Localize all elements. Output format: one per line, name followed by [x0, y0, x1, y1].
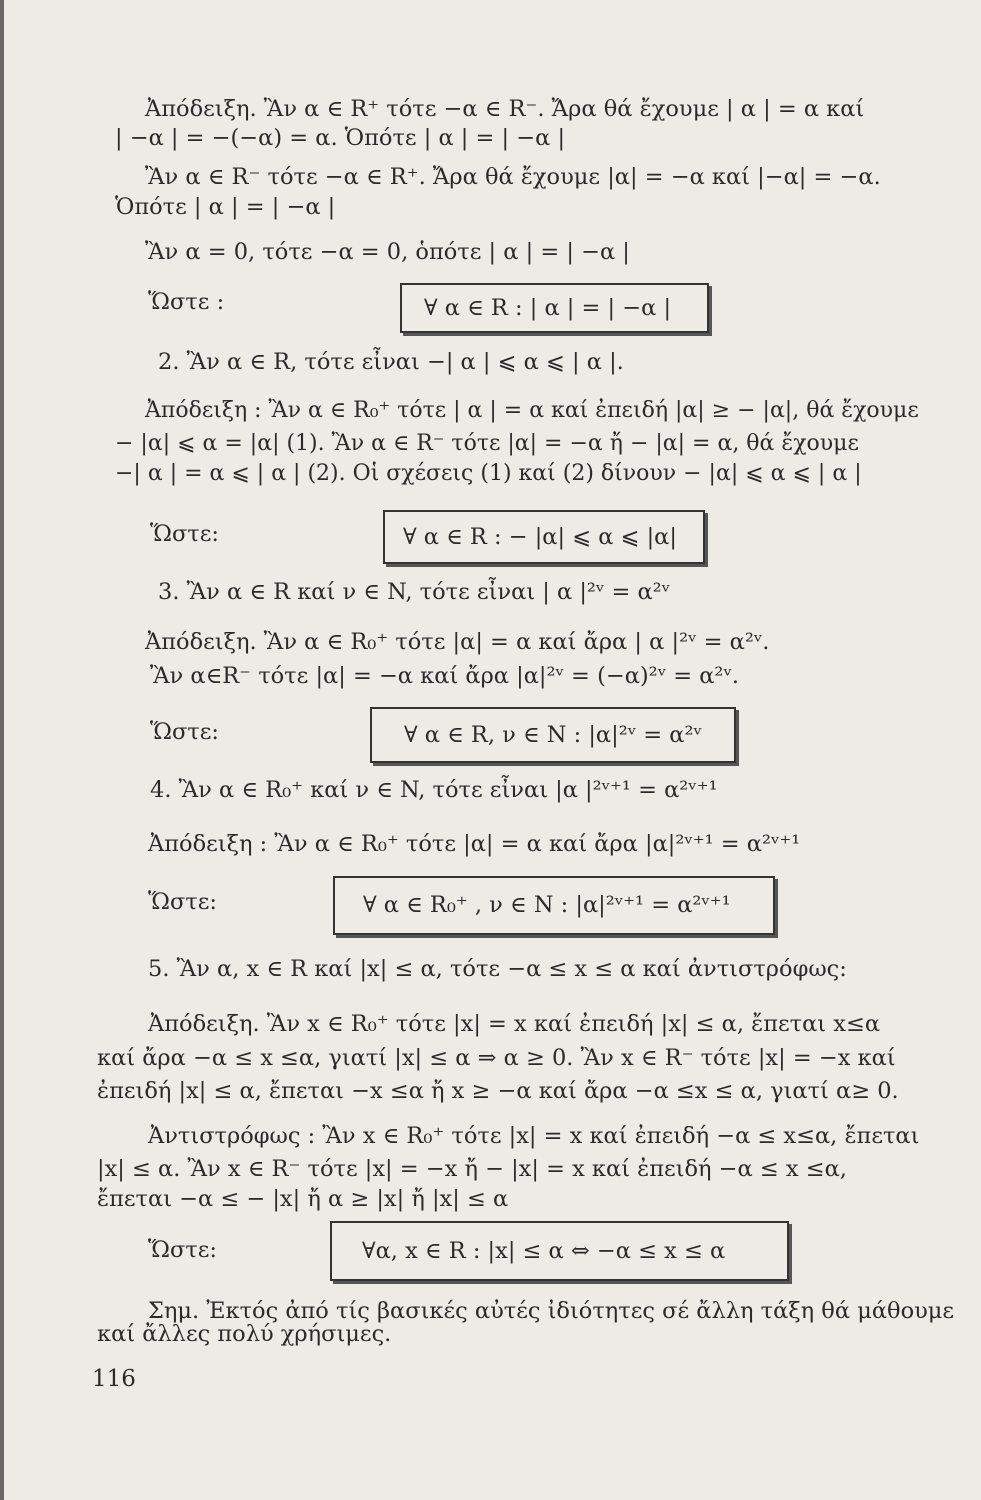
result-box-3 — [370, 707, 736, 763]
therefore-3: Ὥστε: — [150, 719, 219, 745]
result-box-4 — [333, 876, 775, 935]
proof-5-line-2: καί ἄρα −α ≤ x ≤α, γιατί |x| ≤ α ⇒ α ≥ 0. Ἂν x ∈ R⁻ τότε |x| = −x καί — [97, 1045, 896, 1071]
proof-2-line-1: Ἀπόδειξη : Ἂν α ∈ R₀⁺ τότε | α | = α καί ἐπειδή |α| ≥ − |α|, θά ἔχουμε — [145, 398, 919, 423]
scan-left-edge — [0, 0, 4, 1500]
property-3-heading: 3. Ἂν α ∈ R καί ν ∈ N, τότε εἶναι | α |²ᵛ = α²ᵛ — [158, 579, 671, 605]
result-box-3-text: ∀ α ∈ R, ν ∈ N : |α|²ᵛ = α²ᵛ — [404, 722, 702, 748]
note-line-2: καί ἄλλες πολύ χρήσιμες. — [97, 1321, 392, 1347]
proof-5-line-1: Ἀπόδειξη. Ἂν x ∈ R₀⁺ τότε |x| = x καί ἐπειδή |x| ≤ α, ἔπεται x≤α — [148, 1011, 881, 1037]
proof-1-line-4: Ὁπότε | α | = | −α | — [115, 194, 336, 220]
converse-line-1: Ἀντιστρόφως : Ἂν x ∈ R₀⁺ τότε |x| = x καί ἐπειδή −α ≤ x≤α, ἔπεται — [148, 1123, 920, 1149]
proof-2-line-3: −| α | = α ⩽ | α | (2). Οἱ σχέσεις (1) καί (2) δίνουν − |α| ⩽ α ⩽ | α | — [115, 461, 862, 486]
property-5-heading: 5. Ἂν α, x ∈ R καί |x| ≤ α, τότε −α ≤ x ≤ α καί ἀντιστρόφως: — [148, 956, 847, 982]
result-box-5-text: ∀α, x ∈ R : |x| ≤ α ⇔ −α ≤ x ≤ α — [362, 1238, 726, 1264]
proof-1-line-5: Ἂν α = 0, τότε −α = 0, ὁπότε | α | = | −α | — [145, 239, 630, 265]
property-4-heading: 4. Ἂν α ∈ R₀⁺ καί ν ∈ N, τότε εἶναι |α |²ᵛ⁺¹ = α²ᵛ⁺¹ — [150, 777, 718, 803]
proof-1-line-3: Ἂν α ∈ R⁻ τότε −α ∈ R⁺. Ἄρα θά ἔχουμε |α| = −α καί |−α| = −α. — [145, 164, 881, 190]
result-box-1 — [400, 283, 709, 333]
page-number: 116 — [92, 1366, 136, 1392]
property-2-heading: 2. Ἂν α ∈ R, τότε εἶναι −| α | ⩽ α ⩽ | α |. — [158, 349, 624, 375]
proof-3-line-1: Ἀπόδειξη. Ἂν α ∈ R₀⁺ τότε |α| = α καί ἄρα | α |²ᵛ = α²ᵛ. — [145, 629, 770, 655]
result-box-5 — [330, 1221, 789, 1281]
proof-5-line-3: ἐπειδή |x| ≤ α, ἔπεται −x ≤α ἤ x ≥ −α καί ἄρα −α ≤x ≤ α, γιατί α≥ 0. — [97, 1078, 899, 1104]
proof-1-line-2: | −α | = −(−α) = α. Ὁπότε | α | = | −α | — [115, 125, 566, 151]
proof-1-line-1: Ἀπόδειξη. Ἂν α ∈ R⁺ τότε −α ∈ R⁻. Ἄρα θά ἔχουμε | α | = α καί — [145, 96, 865, 122]
result-box-1-text: ∀ α ∈ R : | α | = | −α | — [424, 295, 672, 321]
proof-3-line-2: Ἂν α∈R⁻ τότε |α| = −α καί ἄρα |α|²ᵛ = (−α)²ᵛ = α²ᵛ. — [150, 663, 739, 689]
therefore-5: Ὥστε: — [148, 1237, 217, 1263]
therefore-2: Ὥστε: — [150, 521, 219, 547]
converse-line-2: |x| ≤ α. Ἂν x ∈ R⁻ τότε |x| = −x ἤ − |x| = x καί ἐπειδή −α ≤ x ≤α, — [97, 1156, 847, 1182]
note-line-1: Σημ. Ἐκτός ἀπό τίς βασικές αὐτές ἰδιότητες σέ ἄλλη τάξη θά μάθουμε — [148, 1298, 955, 1324]
converse-line-3: ἔπεται −α ≤ − |x| ἤ α ≥ |x| ἤ |x| ≤ α — [97, 1186, 509, 1212]
result-box-4-text: ∀ α ∈ R₀⁺ , ν ∈ N : |α|²ᵛ⁺¹ = α²ᵛ⁺¹ — [363, 892, 731, 918]
proof-4-line-1: Ἀπόδειξη : Ἂν α ∈ R₀⁺ τότε |α| = α καί ἄρα |α|²ᵛ⁺¹ = α²ᵛ⁺¹ — [148, 831, 801, 857]
result-box-2 — [383, 510, 705, 564]
therefore-4: Ὥστε: — [148, 889, 217, 915]
result-box-2-text: ∀ α ∈ R : − |α| ⩽ α ⩽ |α| — [403, 524, 677, 550]
therefore-1: Ὥστε : — [148, 289, 225, 315]
proof-2-line-2: − |α| ⩽ α = |α| (1). Ἂν α ∈ R⁻ τότε |α| = −α ἤ − |α| = α, θά ἔχουμε — [115, 431, 859, 456]
